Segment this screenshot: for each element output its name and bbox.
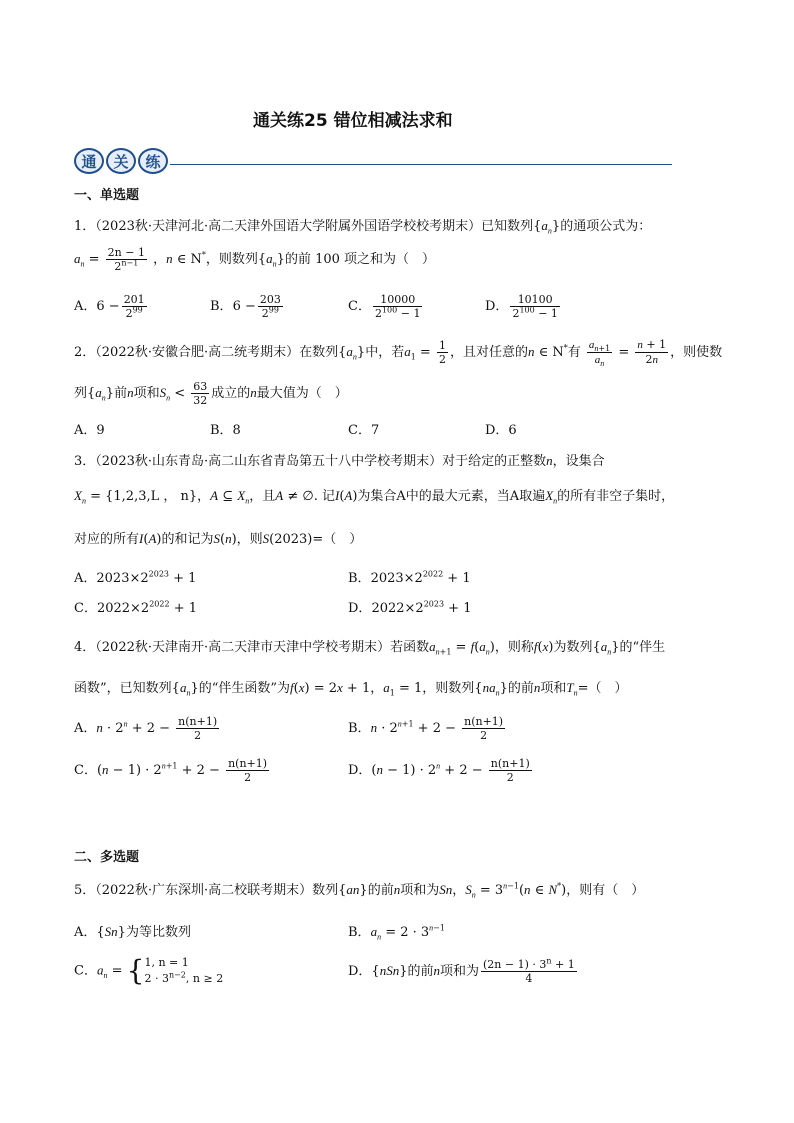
question-5-option-b[interactable]: B．$a_n = 2 \cdot 3^{n-1}$ [348,923,445,942]
question-2-option-a[interactable]: A．9 [74,423,105,438]
logo-char-1: 通 [74,148,104,174]
question-3-line-3: 对应的所有I(A)的和记为S(n)，则S(2023)=（ ） [74,531,363,547]
question-1-option-b[interactable]: B．6 − $\frac{203}{2^{99}}$ [210,293,281,320]
section-multi-choice: 二、多选题 [74,850,140,865]
question-2-option-c[interactable]: C．7 [348,423,380,438]
question-4-option-d[interactable]: D．$(n - 1) \cdot 2^n + 2$ − $\frac{n(n+1)}{2}$ [348,757,530,784]
question-3-option-a[interactable]: A．$2023\times 2^{2023} + 1$ [74,569,197,586]
question-1-formula: $a_n$ = $\frac{2n - 1}{2^{n-1}}$ ，n ∈ N*，则数列$\{a_n\}$的前 100 项之和为（ ） [74,246,436,273]
page-title: 通关练25 错位相减法求和 [253,111,453,131]
question-5-stem: 5．（2022秋·广东深圳·高二校联考期末）数列{an}的前n项和为Sn，$S_n = 3^{n-1}(n$ ∈ N*)，则有（ ） [74,881,645,900]
question-5-option-c[interactable]: C．$a_n$ = { 1, n = 1 $2 \cdot 3^{n-2}$, n ≥ 2 [74,954,224,987]
question-2-option-b[interactable]: B．8 [210,423,241,438]
question-3-option-c[interactable]: C．$2022\times 2^{2022} + 1$ [74,599,197,616]
logo-char-2: 关 [106,148,136,174]
section-single-choice: 一、单选题 [74,188,140,203]
question-1-option-a[interactable]: A．6 − $\frac{201}{2^{99}}$ [74,293,145,320]
question-3-option-d[interactable]: D．$2022\times 2^{2023} + 1$ [348,599,472,616]
question-2-line-2: 列$\{a_n\}$前n项和$S_n$ < $\frac{63}{32}$ 成立的n最大值为（ ） [74,380,348,407]
question-5-option-d[interactable]: D．{nSn}的前n项和为 $\frac{(2n - 1) \cdot 3^n + 1}{4}$ [348,956,575,985]
header-divider [170,164,672,165]
logo-char-3: 练 [138,148,168,174]
question-2-option-d[interactable]: D．6 [485,423,517,438]
question-4-line-2: 函数”，已知数列$\{a_n\}$的“伴生函数”为f(x) = 2x + 1，$a_1 = 1$，则数列$\{na_n\}$的前n项和$T_n=$（ ） [74,680,628,698]
question-4-stem: 4．（2022秋·天津南开·高二天津市天津中学校考期末）若函数$a_{n+1} = f(a_n)$，则称f(x)为数列$\{a_n\}$的“伴生 [74,639,666,657]
question-1-stem: 1．（2023秋·天津河北·高二天津外国语大学附属外国语学校校考期末）已知数列$\{a_n\}$的通项公式为： [74,218,652,236]
question-3-option-b[interactable]: B．$2023\times 2^{2022} + 1$ [348,569,471,586]
question-4-option-a[interactable]: A．$n \cdot 2^n + 2$ − $\frac{n(n+1)}{2}$ [74,715,218,742]
question-4-option-c[interactable]: C．$(n - 1) \cdot 2^{n+1} + 2$ − $\frac{n(n+1)}{2}$ [74,757,268,784]
question-3-stem: 3．（2023秋·山东青岛·高二山东省青岛第五十八中学校考期末）对于给定的正整数n，设集合 [74,453,605,469]
question-5-option-a[interactable]: A．{Sn}为等比数列 [74,924,191,940]
question-1-option-c[interactable]: C． $\frac{10000}{2^{100} - 1}$ [348,293,421,320]
question-1-option-d[interactable]: D． $\frac{10100}{2^{100} - 1}$ [485,293,558,320]
question-3-line-2: $X_n = \{1,2,3,L$ ， n}，A ⊆ $X_n$，且A ≠ ∅. 记I(A)为集合A中的最大元素，当A取遍$X_n$的所有非空子集时， [74,488,675,506]
question-4-option-b[interactable]: B．$n \cdot 2^{n+1} + 2$ − $\frac{n(n+1)}{2}$ [348,715,504,742]
question-2-stem: 2．（2022秋·安徽合肥·高二统考期末）在数列$\{a_n\}$中，若$a_1$ = $\frac{1}{2}$ ，且对任意的n ∈ N*有 $\frac{a_{n+1}}{a_n}$ = $\frac{n + 1}{2n}$ ，则使数 [74,338,723,369]
